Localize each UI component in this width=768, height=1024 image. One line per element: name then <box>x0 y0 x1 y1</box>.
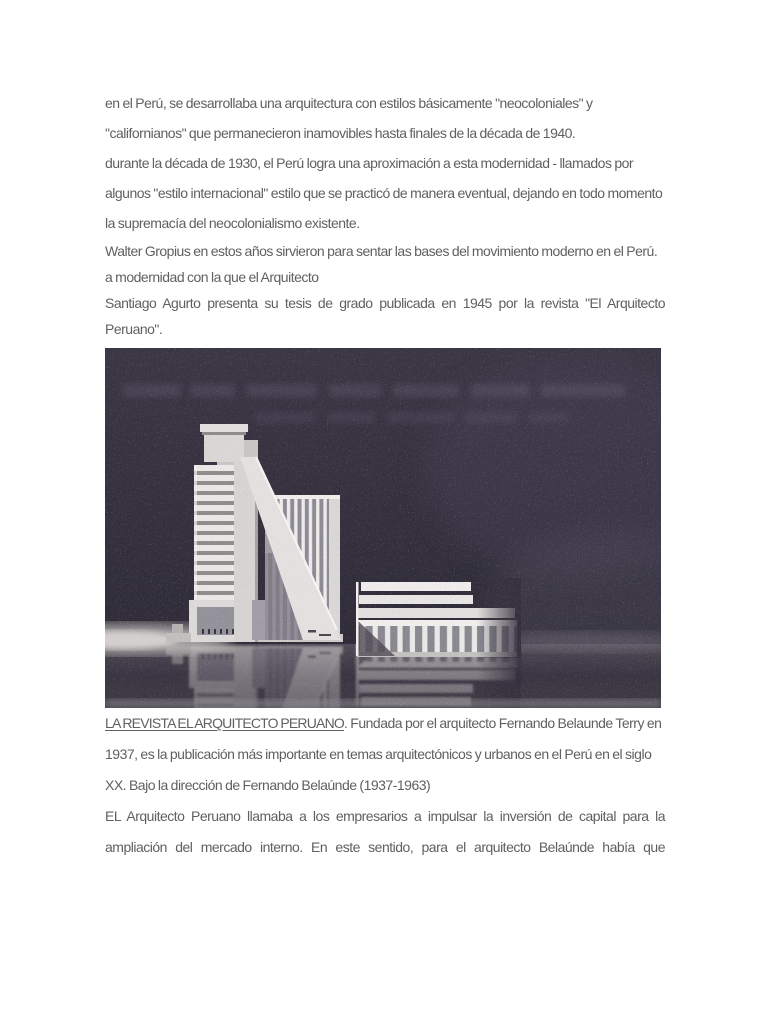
page-content <box>105 88 665 863</box>
film-grain <box>105 348 661 708</box>
caption-text: . Fundada por el arquitecto Fernando Belaunde Terry en 1937, es la publicación más importante en temas arquitectónicos y urbanos en el Perú en el siglo XX. Bajo la dirección de Fernando Belaúnde (1937-1963) <box>105 715 662 793</box>
paragraph-modernidad: a modernidad con la que el Arquitecto <box>105 269 319 285</box>
paragraph-revista-caption <box>105 708 665 801</box>
paragraph-neocolonial: en el Perú, se desarrollaba una arquitectura con estilos básicamente "neocoloniales" y "californianos" que permanecieron inamovibles hasta finales de la década de 1940. <box>105 95 593 141</box>
paragraph-empresarios: EL Arquitecto Peruano llamaba a los empresarios a impulsar la inversión de capital para la ampliación del mercado interno. En este sentido, para el arquitecto Belaúnde había que <box>105 808 665 855</box>
paragraph-santiago-agurto: Santiago Agurto presenta su tesis de grado publicada en 1945 por la revista "El Arquitecto Peruano". <box>105 295 665 337</box>
paragraph-walter-gropius: Walter Gropius en estos años sirvieron para sentar las bases del movimiento moderno en el Perú. <box>105 243 658 259</box>
architecture-model-photo <box>105 348 661 708</box>
paragraph-decada-1930: durante la década de 1930, el Perú logra una aproximación a esta modernidad - llamados por algunos "estilo internacional" estilo que se practicó de manera eventual, dejando en todo momento la supremacía del neocolonialismo existente. <box>105 155 663 231</box>
caption-underlined-title: LA REVISTA EL ARQUITECTO PERUANO <box>105 715 344 731</box>
architecture-model-photo-svg <box>105 348 661 708</box>
